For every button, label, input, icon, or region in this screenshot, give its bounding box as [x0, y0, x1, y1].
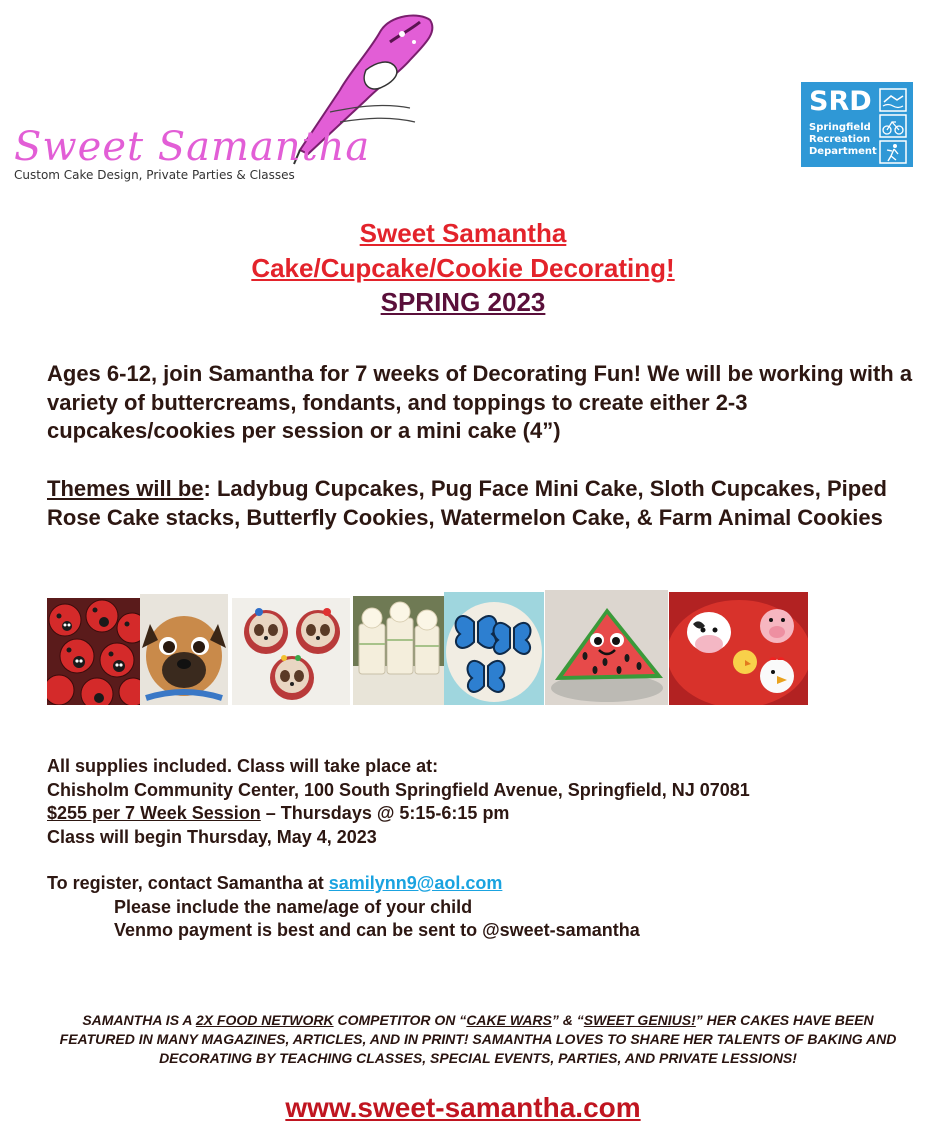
- logo-wordmark: Sweet Samantha: [14, 124, 371, 170]
- srd-abbreviation: SRD: [809, 86, 872, 117]
- bio-food-network: 2X FOOD NETWORK: [195, 1012, 334, 1028]
- bio-text-2: COMPETITOR ON “: [333, 1012, 467, 1028]
- themes-paragraph: [47, 475, 917, 532]
- register-note-2: Venmo payment is best and can be sent to @sweet-samantha: [114, 920, 640, 940]
- photo-sloth-cupcakes: [232, 598, 350, 705]
- srd-line-3: Department: [809, 146, 877, 157]
- srd-badge: [801, 82, 913, 167]
- price-line: [47, 802, 917, 826]
- website-link[interactable]: www.sweet-samantha.com: [285, 1092, 641, 1123]
- themes-list: : Ladybug Cupcakes, Pug Face Mini Cake, Sloth Cupcakes, Piped Rose Cake stacks, Butterfly Cookies, Watermelon Cake, & Farm Animal Cookies: [47, 476, 887, 530]
- bio-sweet-genius: SWEET GENIUS!: [583, 1012, 696, 1028]
- bio-cake-wars: CAKE WARS: [466, 1012, 552, 1028]
- price: $255 per 7 Week Session: [47, 803, 261, 823]
- srd-line-2: Recreation: [809, 134, 871, 145]
- class-info: [47, 755, 917, 943]
- recreation-icons: [879, 88, 907, 164]
- srd-line-1: Springfield: [809, 122, 871, 133]
- register-note-1: Please include the name/age of your child: [114, 896, 473, 917]
- register-line: [47, 872, 917, 896]
- bio-text-1: SAMANTHA IS A: [82, 1012, 196, 1028]
- bio-text-4: ” HER CAKES HAVE BEEN FEATURED IN MANY MAGAZINES, ARTICLES, AND IN PRINT! SAMANTHA LOVES TO SHARE HER TALENTS OF BAKING AND DECORATING BY TEACHING CLASSES, SPECIAL EVENTS, PARTIES, AND PRIVATE LESSIONS!: [59, 1012, 897, 1066]
- photo-farm-animal-cookies: [669, 592, 808, 705]
- bio-text-3: ” & “: [551, 1012, 584, 1028]
- email-link[interactable]: samilynn9@aol.com: [328, 873, 503, 893]
- photo-butterfly-cookies: [444, 592, 544, 705]
- logo-tagline: Custom Cake Design, Private Parties & Classes: [14, 168, 295, 182]
- title-line-1: Sweet Samantha: [359, 218, 567, 248]
- supplies-line: All supplies included. Class will take place at:: [47, 756, 439, 776]
- start-date-line: Class will begin Thursday, May 4, 2023: [47, 826, 377, 847]
- bio-paragraph: [50, 1011, 906, 1068]
- photo-ladybug-cupcakes: [47, 598, 140, 705]
- photo-pug-face-mini-cake: [140, 594, 228, 705]
- sweet-samantha-logo: [10, 12, 430, 187]
- register-prefix: To register, contact Samantha at: [47, 873, 329, 893]
- photo-watermelon-cake: [545, 590, 668, 705]
- themes-label: Themes will be: [47, 476, 204, 501]
- photo-piped-rose-cake-stacks: [353, 596, 444, 705]
- location-line: Chisholm Community Center, 100 South Springfield Avenue, Springfield, NJ 07081: [47, 779, 750, 800]
- schedule: – Thursdays @ 5:15-6:15 pm: [260, 803, 510, 823]
- title-line-2: Cake/Cupcake/Cookie Decorating!: [251, 253, 675, 283]
- intro-paragraph: Ages 6-12, join Samantha for 7 weeks of Decorating Fun! We will be working with a variety of buttercreams, fondants, and toppings to create either 2-3 cupcakes/cookies per session or a mini cake (4”): [47, 361, 913, 443]
- title-line-3: SPRING 2023: [380, 287, 546, 317]
